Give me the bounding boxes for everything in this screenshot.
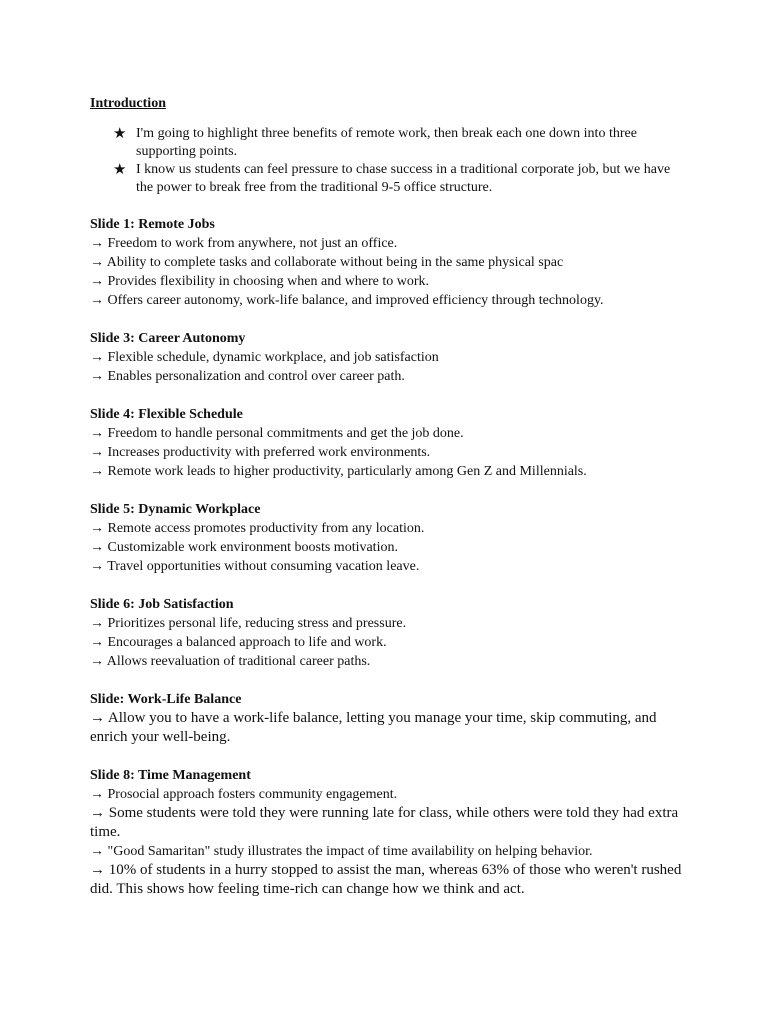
section-work-life-balance — [90, 690, 690, 747]
intro-bullet-text: I know us students can feel pressure to chase success in a traditional corporate job, but we have the power to break free from the traditional 9-5 office structure. — [136, 162, 671, 195]
section-remote-jobs — [90, 215, 690, 310]
section-line: → "Good Samaritan" study illustrates the impact of time availability on helping behavior. — [90, 844, 593, 859]
section-line: → Some students were told they were running late for class, while others were told they had extra time. — [90, 805, 679, 840]
section-time-management — [90, 766, 690, 899]
section-line: → Enables personalization and control over career path. — [90, 369, 405, 384]
section-flexible-schedule — [90, 405, 690, 481]
section-line: → Ability to complete tasks and collaborate without being in the same physical spac — [90, 255, 564, 270]
section-line: → Freedom to handle personal commitments and get the job done. — [90, 426, 464, 441]
section-line: → Flexible schedule, dynamic workplace, and job satisfaction — [90, 350, 439, 365]
section-line: → Customizable work environment boosts motivation. — [90, 540, 398, 555]
section-line: → Prosocial approach fosters community engagement. — [90, 787, 398, 802]
section-career-autonomy — [90, 329, 690, 386]
section-line: → 10% of students in a hurry stopped to assist the man, whereas 63% of those who weren't rushed did. This shows how feeling time-rich can change how we think and act. — [90, 862, 682, 897]
intro-bullet — [90, 161, 690, 197]
section-title: Slide 5: Dynamic Workplace — [90, 502, 261, 517]
section-line: → Allow you to have a work-life balance, letting you manage your time, skip commuting, and enrich your well-being. — [90, 710, 657, 745]
section-title: Slide: Work-Life Balance — [90, 692, 242, 707]
section-line: → Freedom to work from anywhere, not just an office. — [90, 236, 398, 251]
section-dynamic-workplace — [90, 500, 690, 576]
section-line: → Increases productivity with preferred work environments. — [90, 445, 431, 460]
section-line: → Allows reevaluation of traditional career paths. — [90, 654, 371, 669]
section-title: Slide 8: Time Management — [90, 768, 251, 783]
section-line: → Prioritizes personal life, reducing stress and pressure. — [90, 616, 407, 631]
section-title: Slide 3: Career Autonomy — [90, 331, 246, 346]
intro-bullet — [90, 125, 690, 161]
star-bullet-icon: ★ — [113, 162, 127, 178]
section-line: → Encourages a balanced approach to life and work. — [90, 635, 387, 650]
document-page — [90, 94, 690, 918]
section-job-satisfaction — [90, 595, 690, 671]
introduction-heading: Introduction — [90, 96, 166, 111]
section-title: Slide 6: Job Satisfaction — [90, 597, 234, 612]
section-title: Slide 1: Remote Jobs — [90, 217, 215, 232]
intro-bullet-text: I'm going to highlight three benefits of remote work, then break each one down into three supporting points. — [136, 126, 637, 159]
star-bullet-icon: ★ — [113, 126, 127, 142]
section-line: → Travel opportunities without consuming vacation leave. — [90, 559, 420, 574]
section-line: → Provides flexibility in choosing when and where to work. — [90, 274, 430, 289]
introduction-bullets — [90, 125, 690, 197]
section-line: → Remote work leads to higher productivity, particularly among Gen Z and Millennials. — [90, 464, 587, 479]
section-line: → Remote access promotes productivity from any location. — [90, 521, 425, 536]
section-line: → Offers career autonomy, work-life balance, and improved efficiency through technology. — [90, 293, 604, 308]
section-title: Slide 4: Flexible Schedule — [90, 407, 243, 422]
